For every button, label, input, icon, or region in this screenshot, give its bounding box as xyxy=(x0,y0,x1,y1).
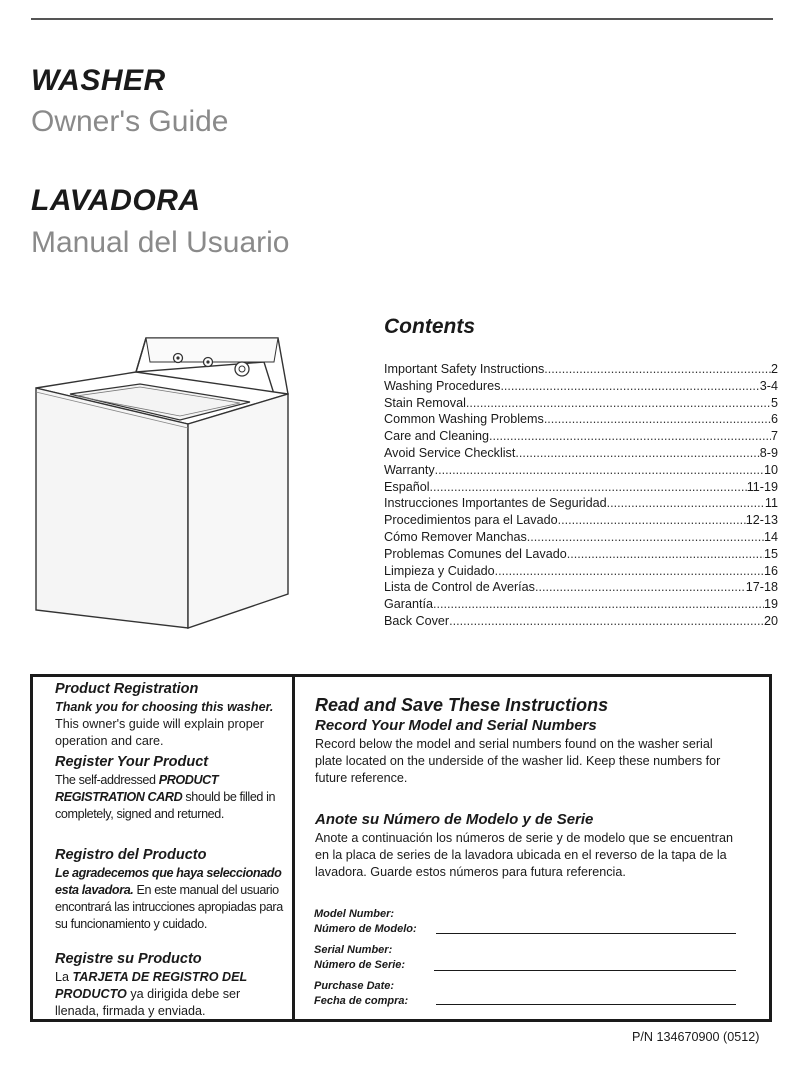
contents-item-leader xyxy=(430,479,747,496)
subtitle-owners-guide: Owner's Guide xyxy=(31,105,229,138)
contents-item-page: 11 xyxy=(764,496,778,511)
contents-item-label: Warranty xyxy=(384,462,435,477)
contents-item-label: Back Cover xyxy=(384,613,450,628)
contents-item xyxy=(384,395,778,412)
contents-item-leader xyxy=(544,361,771,378)
contents-item xyxy=(384,546,778,563)
anote-section xyxy=(315,810,735,881)
fecha-compra-label: Fecha de compra: xyxy=(314,995,409,1007)
contents-list xyxy=(384,361,778,630)
contents-item-page: 11-19 xyxy=(746,479,778,494)
contents-item-leader xyxy=(435,462,764,479)
contents-item-page: 17-18 xyxy=(745,580,778,595)
record-heading: Record Your Model and Serial Numbers xyxy=(315,717,597,734)
contents-item-leader xyxy=(527,529,764,546)
contents-item xyxy=(384,361,778,378)
contents-item-page: 20 xyxy=(763,613,778,628)
registro-text: En este manual del usuario encontrará las intrucciones apropiadas para su funcionamiento y cuidado. xyxy=(55,883,283,931)
contents-item-label: Important Safety Instructions xyxy=(384,362,545,376)
model-field-label xyxy=(314,907,417,937)
numero-modelo-label: Número de Modelo: xyxy=(314,923,417,935)
contents-item-leader xyxy=(433,596,764,613)
contents-item-leader xyxy=(558,512,746,529)
purchase-date-label: Purchase Date: xyxy=(314,980,395,992)
washer-illustration xyxy=(30,332,290,632)
contents-item-leader xyxy=(567,546,764,563)
contents-item xyxy=(384,579,778,596)
contents-item xyxy=(384,428,778,445)
numero-serie-label: Número de Serie: xyxy=(314,959,406,971)
contents-item xyxy=(384,495,778,512)
contents-item-label: Español xyxy=(384,479,430,494)
part-number: P/N 134670900 (0512) xyxy=(632,1030,760,1044)
registro-section xyxy=(55,846,285,933)
top-rule xyxy=(31,18,773,20)
contents-item-page: 7 xyxy=(770,429,778,444)
tarjeta-text: TARJETA DE REGISTRO DEL PRODUCTO xyxy=(55,970,247,1001)
register-post-text: should be filled in completely, signed and returned. xyxy=(55,790,276,821)
read-save-heading: Read and Save These Instructions xyxy=(315,695,609,715)
contents-item xyxy=(384,378,778,395)
contents-item-leader xyxy=(607,495,765,512)
registration-card-text: PRODUCT REGISTRATION CARD xyxy=(55,773,219,804)
purchase-field-label xyxy=(314,979,408,1009)
contents-heading: Contents xyxy=(384,315,475,338)
title-washer: WASHER xyxy=(31,64,166,97)
contents-item-label: Problemas Comunes del Lavado xyxy=(384,546,567,561)
contents-item-page: 8-9 xyxy=(759,445,778,460)
contents-item xyxy=(384,596,778,613)
contents-item-leader xyxy=(466,395,771,412)
contents-item-page: 16 xyxy=(763,563,778,578)
anote-heading: Anote su Número de Modelo y de Serie xyxy=(315,811,594,828)
contents-item-leader xyxy=(489,428,771,445)
contents-item-page: 19 xyxy=(763,597,778,612)
anote-text: Anote a continuación los números de serie y de modelo que se encuentran en la placa de series de la lavadora ubicada en el reverso de la tapa de la lavadora. Guarde estos números para futura referencia. xyxy=(315,831,733,879)
contents-item xyxy=(384,445,778,462)
contents-item-leader xyxy=(515,445,759,462)
serial-number-label: Serial Number: xyxy=(314,944,393,956)
registre-section xyxy=(55,950,285,1020)
product-registration-section xyxy=(55,680,285,750)
contents-item-label: Cómo Remover Manchas xyxy=(384,529,527,544)
contents-item-label: Stain Removal xyxy=(384,395,466,410)
model-number-label: Model Number: xyxy=(314,908,395,920)
contents-item-label: Avoid Service Checklist xyxy=(384,445,516,460)
owners-guide-text: This owner's guide will explain proper operation and care. xyxy=(55,717,264,748)
contents-item-page: 6 xyxy=(770,412,778,427)
contents-item-label: Common Washing Problems xyxy=(384,412,544,427)
contents-item-page: 5 xyxy=(770,395,778,410)
contents-item-label: Washing Procedures xyxy=(384,378,501,393)
contents-item-label: Limpieza y Cuidado xyxy=(384,563,495,578)
contents-item-page: 12-13 xyxy=(745,513,778,528)
read-save-section xyxy=(315,694,735,787)
product-registration-heading: Product Registration xyxy=(55,681,199,697)
contents-item xyxy=(384,529,778,546)
register-pre-text: The self-addressed xyxy=(55,773,159,787)
contents-item xyxy=(384,411,778,428)
contents-item-page: 2 xyxy=(770,362,778,376)
subtitle-manual: Manual del Usuario xyxy=(31,226,290,259)
serial-field-label xyxy=(314,943,405,973)
contents-item-page: 10 xyxy=(763,462,778,477)
contents-item-page: 15 xyxy=(763,546,778,561)
contents-item-leader xyxy=(449,613,764,630)
contents-item xyxy=(384,512,778,529)
register-product-heading: Register Your Product xyxy=(55,754,209,770)
contents-item-label: Garantía xyxy=(384,597,434,612)
agradecemos-text: Le agradecemos que haya seleccionado esta lavadora. xyxy=(55,866,282,897)
registre-post-text: ya dirigida debe ser llenada, firmada y enviada. xyxy=(55,987,241,1018)
info-box-divider xyxy=(292,674,295,1022)
record-text: Record below the model and serial numbers found on the washer serial plate located on the underside of the washer lid. Keep these numbers for future reference. xyxy=(315,737,721,785)
contents-item-label: Lista de Control de Averías xyxy=(384,580,535,595)
serial-number-line[interactable] xyxy=(434,970,736,971)
contents-item xyxy=(384,462,778,479)
contents-item-leader xyxy=(544,411,771,428)
contents-item xyxy=(384,613,778,630)
title-lavadora: LAVADORA xyxy=(31,184,201,217)
register-product-section xyxy=(55,753,285,823)
contents-item-label: Instrucciones Importantes de Seguridad xyxy=(384,496,607,511)
contents-item-page: 3-4 xyxy=(759,378,778,393)
purchase-date-line[interactable] xyxy=(436,1004,736,1005)
thank-you-text: Thank you for choosing this washer. xyxy=(55,700,274,714)
contents-item-label: Procedimientos para el Lavado xyxy=(384,513,558,528)
contents-item-page: 14 xyxy=(763,529,778,544)
registro-heading: Registro del Producto xyxy=(55,847,207,863)
contents-item-leader xyxy=(535,579,746,596)
contents-item-leader xyxy=(495,563,764,580)
contents-item-leader xyxy=(500,378,759,395)
contents-item xyxy=(384,563,778,580)
model-number-line[interactable] xyxy=(436,933,736,934)
registre-heading: Registre su Producto xyxy=(55,951,202,967)
contents-item xyxy=(384,479,778,496)
registre-pre-text: La xyxy=(55,970,73,984)
contents-item-label: Care and Cleaning xyxy=(384,429,490,444)
